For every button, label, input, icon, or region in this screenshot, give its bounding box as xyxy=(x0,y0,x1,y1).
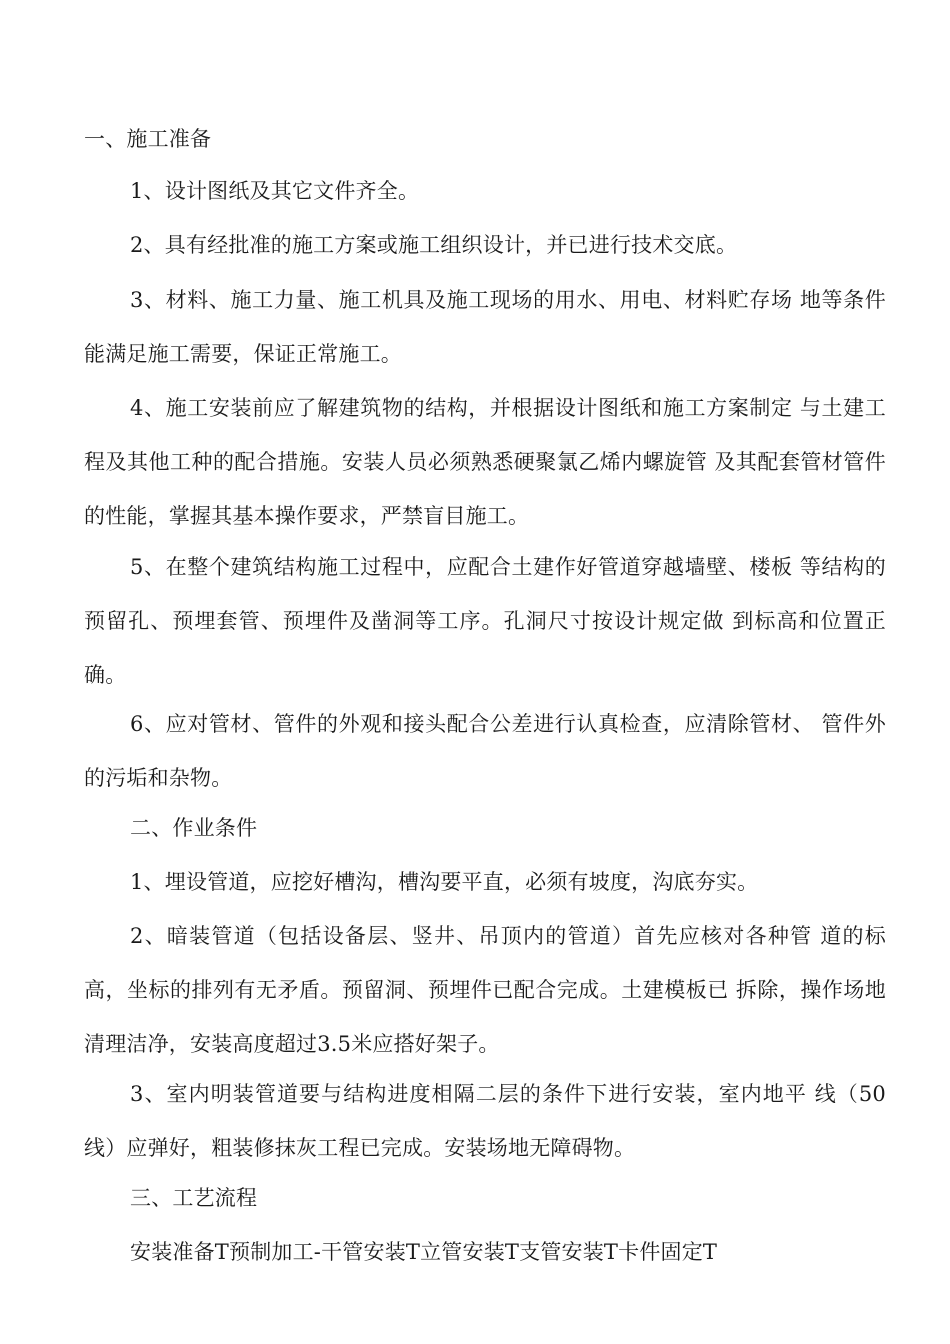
paragraph-item: 1、设计图纸及其它文件齐全。 xyxy=(130,179,420,203)
paragraph-item: 6、应对管材、管件的外观和接头配合公差进行认真检查，应清除管材、 管件外的污垢和杂物。 xyxy=(84,712,886,790)
paragraph-item: 2、具有经批准的施工方案或施工组织设计，并已进行技术交底。 xyxy=(130,233,738,257)
paragraph-item: 1、埋设管道，应挖好槽沟，槽沟要平直，必须有坡度，沟底夯实。 xyxy=(130,870,759,894)
section-heading-conditions: 二、作业条件 xyxy=(130,816,258,840)
section-heading-preparation: 一、施工准备 xyxy=(84,127,212,151)
paragraph-item: 4、施工安装前应了解建筑物的结构，并根据设计图纸和施工方案制定 与土建工程及其他工种的配合措施。安装人员必须熟悉硬聚氯乙烯内螺旋管 及其配套管材管件的性能，掌握其基本操作要求，严禁盲目施工。 xyxy=(84,396,886,528)
section-heading-process: 三、工艺流程 xyxy=(130,1186,258,1210)
paragraph-item: 5、在整个建筑结构施工过程中，应配合土建作好管道穿越墙壁、楼板 等结构的预留孔、预埋套管、预埋件及凿洞等工序。孔洞尺寸按设计规定做 到标高和位置正确。 xyxy=(84,555,886,687)
paragraph-item: 3、材料、施工力量、施工机具及施工现场的用水、用电、材料贮存场 地等条件能满足施工需要，保证正常施工。 xyxy=(84,288,886,366)
process-flow-line: 安装准备T预制加工-干管安装T立管安装T支管安装T卡件固定T xyxy=(130,1240,718,1264)
paragraph-item: 3、室内明装管道要与结构进度相隔二层的条件下进行安装，室内地平 线（50线）应弹好，粗装修抹灰工程已完成。安装场地无障碍物。 xyxy=(84,1082,886,1160)
paragraph-item: 2、暗装管道（包括设备层、竖井、吊顶内的管道）首先应核对各种管 道的标高，坐标的排列有无矛盾。预留洞、预埋件已配合完成。土建模板已 拆除，操作场地清理洁净，安装高度超过3.5米应搭好架子。 xyxy=(84,924,886,1056)
